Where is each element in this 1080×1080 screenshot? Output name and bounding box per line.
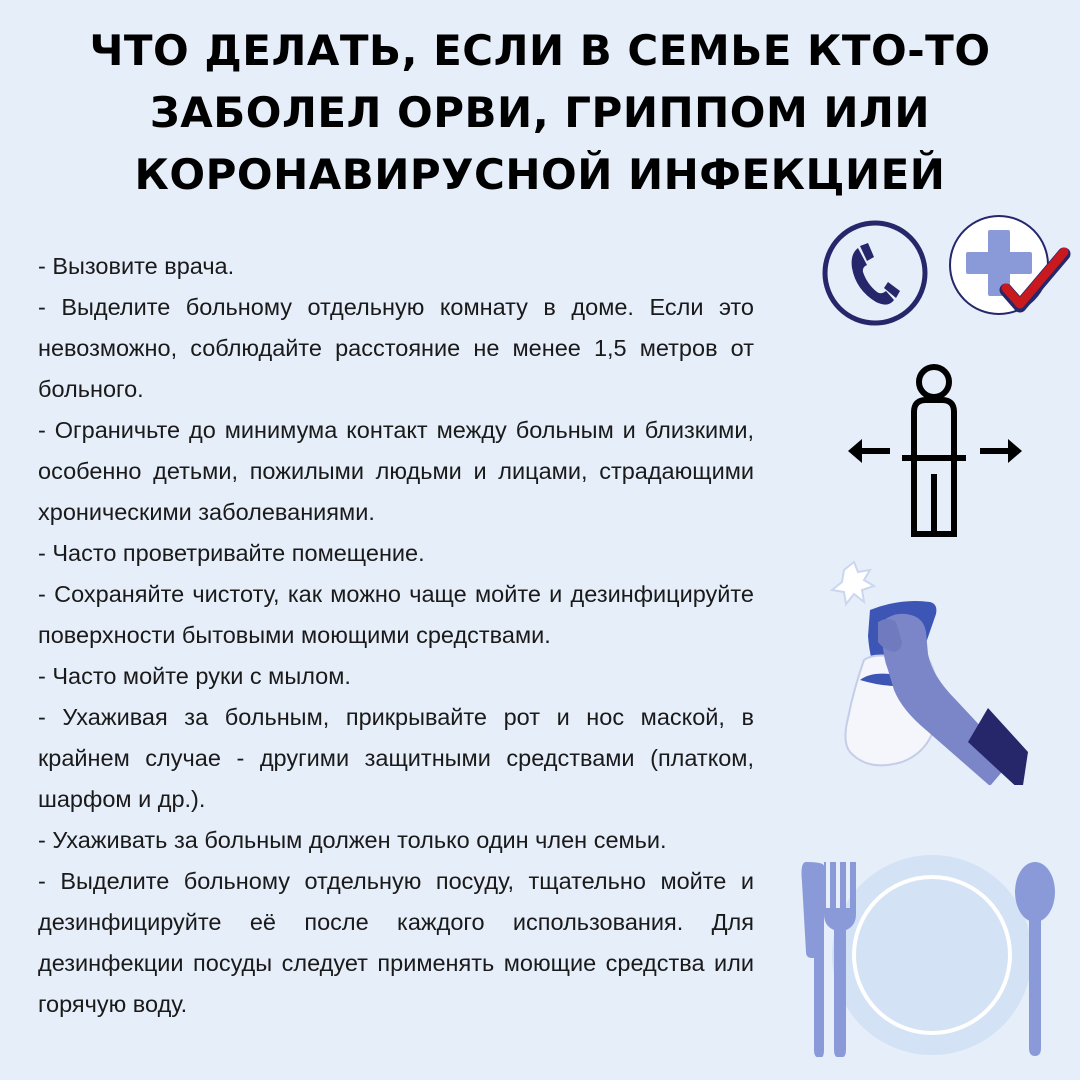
plate-cutlery-icon bbox=[800, 852, 1065, 1057]
advice-item-clean-surfaces: - Сохраняйте чистоту, как можно чаще мойте и дезинфицируйте поверхности бытовыми моющими средствами. bbox=[38, 581, 754, 648]
person-distance-icon bbox=[842, 362, 1028, 542]
medical-cross-check-icon bbox=[946, 212, 1076, 327]
page-title bbox=[60, 20, 1020, 206]
advice-item-limit-contact: - Ограничьте до минимума контакт между больным и близкими, особенно детьми, пожилыми людьми и лицами, страдающими хроническими заболеваниями. bbox=[38, 417, 754, 525]
advice-item-wash-hands: - Часто мойте руки с мылом. bbox=[38, 663, 351, 689]
advice-item-separate-room: - Выделите больному отдельную комнату в доме. Если это невозможно, соблюдайте расстояние не менее 1,5 метров от больного. bbox=[38, 294, 754, 402]
advice-item-wear-mask: - Ухаживая за больным, прикрывайте рот и нос маской, в крайнем случае - другими защитными средствами (платком, шарфом и др.). bbox=[38, 704, 754, 812]
disinfectant-spray-icon bbox=[820, 560, 1035, 785]
title-line-3: КОРОНАВИРУСНОЙ ИНФЕКЦИЕЙ bbox=[134, 150, 946, 199]
advice-item-call-doctor: - Вызовите врача. bbox=[38, 253, 235, 279]
advice-item-one-caregiver: - Ухаживать за больным должен только один член семьи. bbox=[38, 827, 667, 853]
advice-item-ventilate: - Часто проветривайте помещение. bbox=[38, 540, 425, 566]
title-line-2: ЗАБОЛЕЛ ОРВИ, ГРИППОМ ИЛИ bbox=[149, 88, 931, 137]
title-line-1: ЧТО ДЕЛАТЬ, ЕСЛИ В СЕМЬЕ КТО-ТО bbox=[89, 26, 991, 75]
phone-icon bbox=[820, 218, 930, 328]
advice-item-separate-dishes: - Выделите больному отдельную посуду, тщательно мойте и дезинфицируйте её после каждого использования. Для дезинфекции посуды следует применять моющие средства или горячую воду. bbox=[38, 868, 754, 1017]
advice-list bbox=[38, 246, 754, 1025]
